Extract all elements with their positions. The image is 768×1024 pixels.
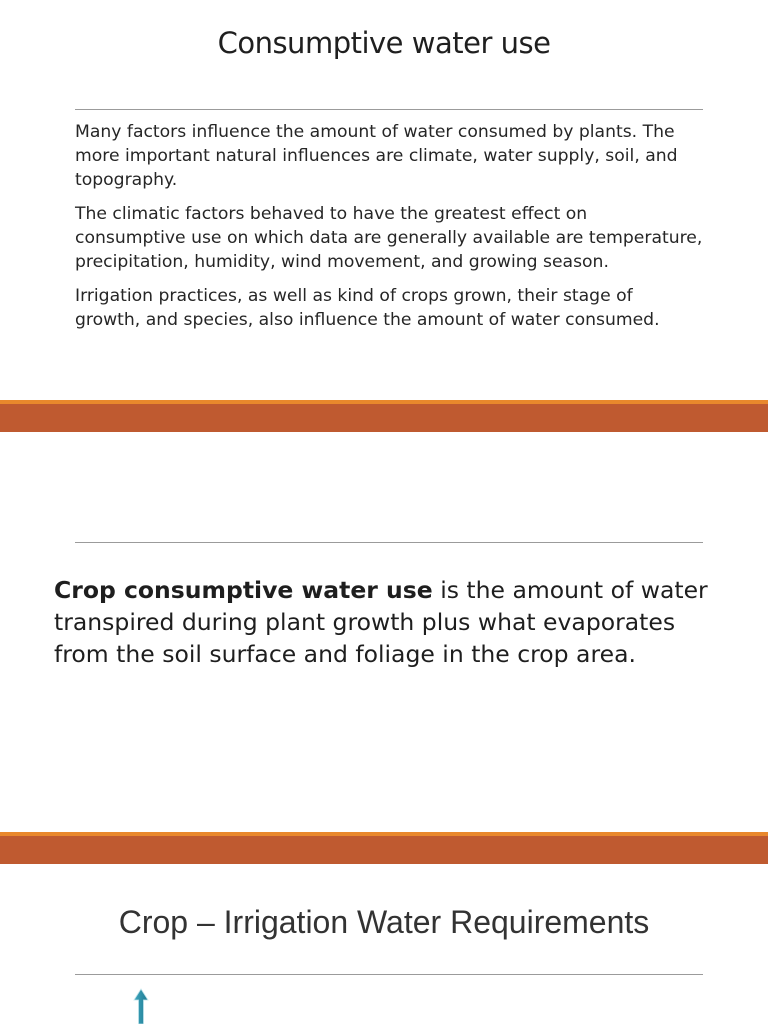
slide-title: Crop – Irrigation Water Requirements [118,904,650,940]
paragraph-climatic-factors: The climatic factors behaved to have the greatest effect on consumptive use on which data are generally available are temperature, precipitation, humidity, wind movement, and growing season. [75,204,703,272]
arrow-up-icon [131,988,151,1024]
title-divider [75,542,703,543]
slide-separator [0,400,768,432]
definition-term: Crop consumptive water use [54,576,433,604]
slide-consumptive-water-use [0,0,768,400]
slide-irrigation-requirements [0,864,768,1024]
slide-title: Consumptive water use [217,26,551,60]
paragraph-irrigation-practices: Irrigation practices, as well as kind of crops grown, their stage of growth, and species, also influence the amount of water consumed. [75,286,660,330]
paragraph-natural-influences: Many factors influence the amount of water consumed by plants. The more important natural influences are climate, water supply, soil, and topography. [75,122,678,190]
definition-description: is the amount of water transpired during plant growth plus what evaporates from the soil surface and foliage in the crop area. [54,576,708,668]
slide-body [75,120,703,342]
title-divider [75,974,703,975]
slide-separator [0,832,768,864]
slide-crop-consumptive-definition [0,432,768,832]
definition-text [54,574,714,670]
title-divider [75,109,703,110]
